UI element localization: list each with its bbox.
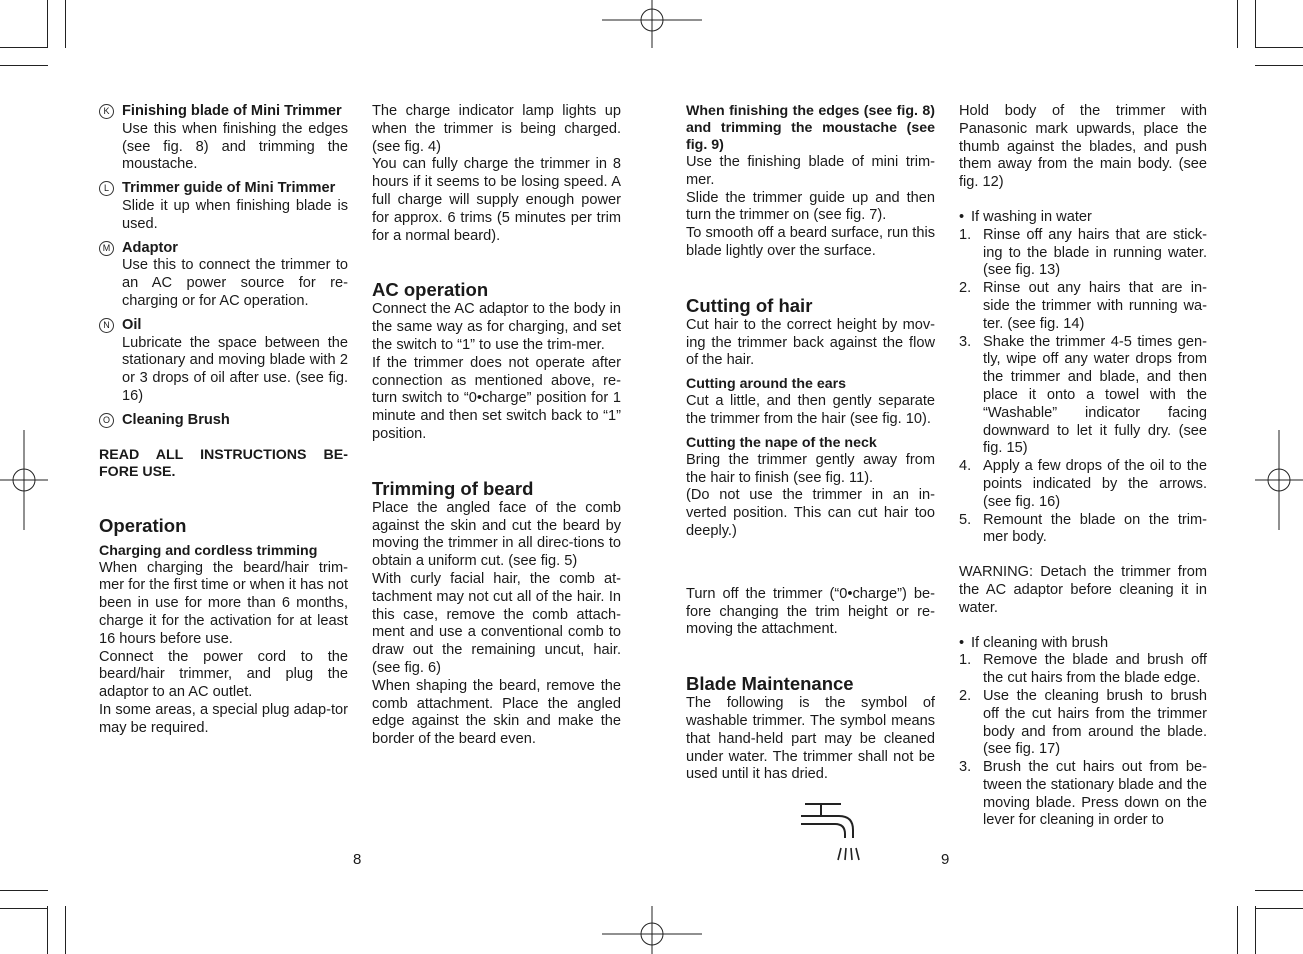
charging-heading: Charging and cordless trimming bbox=[99, 542, 318, 559]
beard-paragraph-3: When shaping the beard, remove the comb attachment. Place the angled edge against the skin and make the border of the beard even. bbox=[372, 677, 621, 748]
page-number-right: 9 bbox=[941, 851, 950, 868]
column-1 bbox=[99, 103, 348, 738]
column-2 bbox=[372, 103, 621, 749]
nape-heading: Cutting the nape of the neck bbox=[686, 434, 877, 451]
registration-mark-right bbox=[1255, 430, 1303, 530]
edges-heading: When finishing the edges (see fig. 8) and trimming the moustache (see fig. 9) bbox=[686, 103, 935, 153]
part-title: Adaptor bbox=[122, 239, 178, 256]
nape-paragraph-1: Bring the trimmer gently away from the hair to finish (see fig. 11). bbox=[686, 451, 935, 486]
beard-paragraph-1: Place the angled face of the comb against the skin and cut the beard by moving the trimmer in all direc-tions to obtain a uniform cut. (see fig. 5) bbox=[372, 499, 621, 570]
part-title: Trimmer guide of Mini Trimmer bbox=[122, 180, 336, 197]
edges-paragraph-2: Slide the trimmer guide up and then turn the trimmer on (see fig. 7). bbox=[686, 189, 935, 224]
cutting-hair-heading: Cutting of hair bbox=[686, 294, 813, 316]
brush-step: 2. Use the cleaning brush to brush off the cut hairs from the trimmer body and from around the blade. (see fig. 17) bbox=[959, 687, 1207, 758]
part-k bbox=[99, 103, 348, 174]
hold-body-paragraph: Hold body of the trimmer with Panasonic mark upwards, place the thumb against the blades, and push them away from the main body. (see fig. 12) bbox=[959, 103, 1207, 191]
read-all-instructions: READ ALL INSTRUCTIONS BE-FORE USE. bbox=[99, 446, 348, 480]
blade-paragraph: The following is the symbol of washable trimmer. The symbol means that hand-held part may be cleaned under water. The trimmer shall not be used until it has dried. bbox=[686, 695, 935, 783]
nape-paragraph-2: (Do not use the trimmer in an in-verted position. This can cut hair too deeply.) bbox=[686, 487, 935, 539]
beard-paragraph-2: With curly facial hair, the comb at-tachment may not cut all of the hair. In this case, remove the comb attach-ment and use a conventional comb to draw out the remaining uncut, hair. (see fig. 6) bbox=[372, 570, 621, 676]
charge-lamp-paragraph: The charge indicator lamp lights up when the trimmer is being charged. (see fig. 4) bbox=[372, 103, 621, 155]
part-title: Finishing blade of Mini Trimmer bbox=[122, 103, 342, 119]
charging-paragraph-3: In some areas, a special plug adap-tor may be required. bbox=[99, 701, 348, 736]
registration-mark-left bbox=[0, 430, 48, 530]
part-n bbox=[99, 317, 348, 406]
part-text: Use this when finishing the edges (see fig. 8) and trimming the moustache. bbox=[122, 120, 348, 173]
part-text: Slide it up when finishing blade is used. bbox=[122, 197, 348, 232]
water-step: 4. Apply a few drops of the oil to the points indicated by the arrows. (see fig. 16) bbox=[959, 458, 1207, 510]
water-step: 1. Rinse off any hairs that are stick-ing to the blade in running water. (see fig. 13) bbox=[959, 226, 1207, 279]
edges-paragraph-1: Use the finishing blade of mini trim-mer. bbox=[686, 154, 935, 188]
water-step: 3. Shake the trimmer 4-5 times gen-tly, wipe off any water drops from the trimmer and blade, and then place it onto a towel with the “Washable” indicator facing downward to let it fully dry. (see fig. 15) bbox=[959, 333, 1207, 457]
part-m bbox=[99, 240, 348, 311]
part-letter: O bbox=[99, 413, 114, 428]
ears-heading: Cutting around the ears bbox=[686, 376, 847, 393]
operation-heading: Operation bbox=[99, 514, 187, 536]
washable-faucet-icon bbox=[791, 798, 871, 866]
part-text: Lubricate the space between the stationary and moving blade with 2 or 3 drops of oil after use. (see fig. 16) bbox=[122, 334, 348, 404]
part-title: Oil bbox=[122, 316, 142, 333]
column-4 bbox=[959, 103, 1207, 830]
registration-mark-top bbox=[602, 0, 702, 48]
ac-paragraph-1: Connect the AC adaptor to the body in the same way as for charging, and set the switch to “1” to use the trim-mer. bbox=[372, 301, 621, 353]
brush-step: 3. Brush the cut hairs out from be-tween the stationary blade and the moving blade. Press down on the lever for cleaning in order to bbox=[959, 759, 1207, 829]
trimming-beard-heading: Trimming of beard bbox=[372, 477, 534, 499]
brush-step: 1. Remove the blade and brush off the cut hairs from the blade edge. bbox=[959, 652, 1207, 687]
water-step: 5. Remount the blade on the trim-mer body. bbox=[959, 511, 1207, 546]
registration-mark-bottom bbox=[602, 906, 702, 954]
blade-maintenance-heading: Blade Maintenance bbox=[686, 673, 854, 695]
ears-paragraph: Cut a little, and then gently separate the trimmer from the hair (see fig. 10). bbox=[686, 393, 935, 427]
charging-paragraph-1: When charging the beard/hair trim-mer for the first time or when it has not been in use for more than 6 months, charge it for the activation for at least 16 hours before use. bbox=[99, 559, 348, 647]
part-o bbox=[99, 412, 348, 430]
part-l bbox=[99, 180, 348, 233]
ac-operation-heading: AC operation bbox=[372, 279, 489, 301]
full-charge-paragraph: You can fully charge the trimmer in 8 hours if it seems to be losing speed. A full charge will supply enough power for approx. 6 trims (5 minutes per trim for a normal beard). bbox=[372, 156, 621, 244]
part-letter: L bbox=[99, 181, 114, 196]
charging-paragraph-2: Connect the power cord to the beard/hair trimmer, and plug the adaptor to an AC outlet. bbox=[99, 648, 348, 701]
brush-cleaning-bullet: • If cleaning with brush bbox=[959, 634, 1109, 651]
column-3 bbox=[686, 103, 935, 872]
part-letter: N bbox=[99, 318, 114, 333]
water-step: 2. Rinse out any hairs that are in-side the trimmer with running wa-ter. (see fig. 14) bbox=[959, 280, 1207, 332]
ac-paragraph-2: If the trimmer does not operate after connection as mentioned above, re-turn switch to “0•charge” position for 1 minute and then set switch back to “1” position. bbox=[372, 354, 621, 442]
part-title: Cleaning Brush bbox=[122, 411, 230, 428]
washing-water-bullet: • If washing in water bbox=[959, 208, 1092, 225]
part-text: Use this to connect the trimmer to an AC power source for re-charging or for AC operation. bbox=[122, 257, 348, 309]
cutting-paragraph: Cut hair to the correct height by mov-ing the trimmer back against the flow of the hair. bbox=[686, 316, 935, 369]
part-letter: K bbox=[99, 104, 114, 119]
page-number-left: 8 bbox=[353, 851, 362, 868]
edges-paragraph-3: To smooth off a beard surface, run this blade lightly over the surface. bbox=[686, 225, 935, 259]
turn-off-paragraph: Turn off the trimmer (“0•charge”) be-fore changing the trim height or re-moving the attachment. bbox=[686, 585, 935, 638]
part-letter: M bbox=[99, 241, 114, 256]
warning-paragraph: WARNING: Detach the trimmer from the AC adaptor before cleaning it in water. bbox=[959, 564, 1207, 616]
